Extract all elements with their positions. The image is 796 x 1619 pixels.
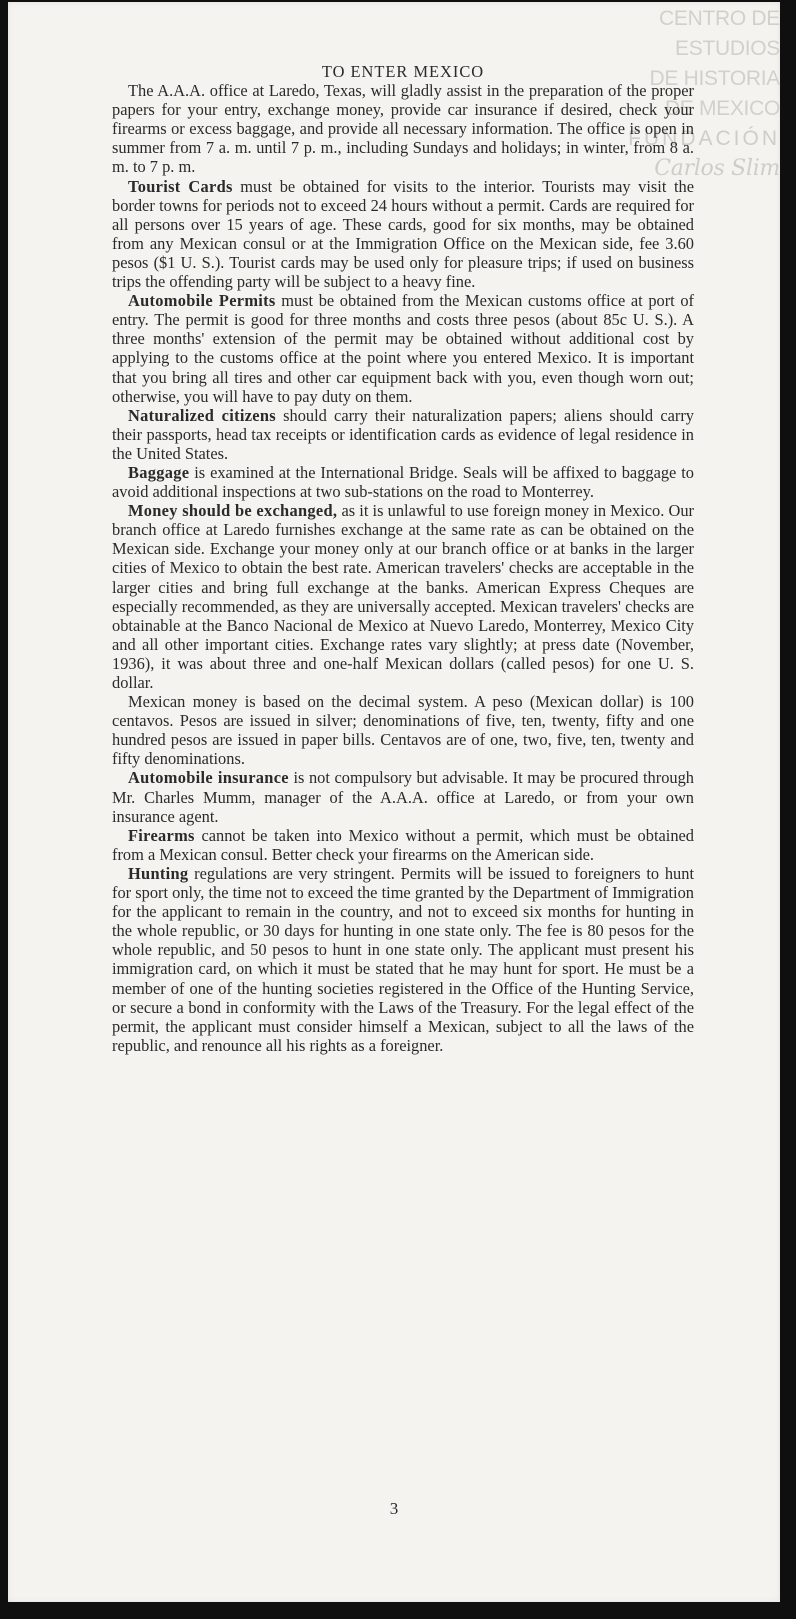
section-lead: Automobile insurance bbox=[128, 768, 289, 788]
section-text: should carry their naturalization papers; aliens should carry their passports, head tax receipts or identification cards as evidence of legal residence in the United States. bbox=[112, 405, 694, 463]
section-lead: Baggage bbox=[128, 462, 190, 482]
watermark-line: FUNDACIÓN bbox=[628, 127, 780, 150]
section-lead: Naturalized citizens bbox=[128, 405, 276, 425]
intro-paragraph: The A.A.A. office at Laredo, Texas, will gladly assist in the preparation of the proper papers for your entry, exchange money, provide car insurance if desired, check your firearms or excess baggage, and provide all necessary information. The office is open in summer from 7 a. m. until 7 p. m., including Sundays and holidays; in winter, from 8 a. m. to 7 p. m. bbox=[112, 81, 694, 177]
section-paragraph bbox=[112, 692, 694, 768]
section-text: regulations are very stringent. Permits will be issued to foreigners to hunt for sport only, the time not to exceed the time granted by the Department of Immigration for the applicant to remain in the country, and not to exceed six months for hunting in the whole republic, or 30 days for hunting in one state only. The fee is 80 pesos for the whole republic, and 50 pesos to hunt in one state only. The applicant must present his immigration card, on which it must be stated that he may hunt for sport. He must be a member of one of the hunting societies registered in the Office of the Hunting Service, or secure a bond in conformity with the Laws of the Treasury. For the legal effect of the permit, the applicant must consider himself a Mexican, subject to all the laws of the republic, and renounce all his rights as a foreigner. bbox=[112, 863, 694, 1055]
watermark-signature: Carlos Slim bbox=[654, 156, 780, 181]
section-text: is not compulsory but advisable. It may be procured through Mr. Charles Mumm, manager of the A.A.A. office at Laredo, or from your own insurance agent. bbox=[112, 768, 694, 826]
section-text: cannot be taken into Mexico without a permit, which must be obtained from a Mexican consul. Better check your firearms on the American side. bbox=[112, 825, 694, 864]
section-lead: Money should be exchanged, bbox=[128, 501, 338, 521]
document-page bbox=[8, 2, 780, 1602]
section-paragraph bbox=[112, 768, 694, 825]
page-title: TO ENTER MEXICO bbox=[321, 62, 485, 81]
section-paragraph bbox=[112, 406, 694, 463]
section-text: as it is unlawful to use foreign money in Mexico. Our branch office at Laredo furnishes exchange at the same rate as can be obtained on the Mexican side. Exchange your money only at our branch office or at banks in the larger cities of Mexico to obtain the best rate. American travelers' checks are acceptable in the larger cities and bring full exchange at the banks. American Express Cheques are especially recommended, as they are universally accepted. Mexican travelers' checks are obtainable at the Banco Nacional de Mexico at Nuevo Laredo, Monterrey, Mexico City and all other important cities. Exchange rates vary slightly; at press date (November, 1936), it was about three and one-half Mexican dollars (called pesos) for one U. S. dollar. bbox=[112, 501, 694, 692]
section-lead: Firearms bbox=[128, 825, 195, 845]
page-number: 3 bbox=[389, 1499, 399, 1518]
section-paragraph bbox=[112, 501, 694, 692]
section-lead: Tourist Cards bbox=[128, 176, 233, 196]
section-text: must be obtained from the Mexican customs office at port of entry. The permit is good for three months and costs three pesos (about 85c U. S.). A three months' extension of the permit may be obtained without additional cost by applying to the customs office at the point where you entered Mexico. It is important that you bring all tires and other car equipment back with you, even though worn out; otherwise, you will have to pay duty on them. bbox=[112, 291, 694, 406]
watermark-line: CENTRO DE bbox=[659, 7, 780, 30]
section-text: is examined at the International Bridge. Seals will be affixed to baggage to avoid additional inspections at two sub-stations on the road to Monterrey. bbox=[112, 462, 694, 502]
section-text: must be obtained for visits to the interior. Tourists may visit the border towns for periods not to exceed 24 hours without a permit. Cards are required for all persons over 15 years of age. These cards, good for six months, may be obtained from any Mexican consul or at the Immigration Office on the Mexican side, fee 3.60 pesos ($1 U. S.). Tourist cards may be used only for pleasure trips; if used on business trips the offending party will be subject to a heavy fine. bbox=[112, 176, 694, 292]
document-body bbox=[112, 62, 694, 1055]
watermark-line: DE HISTORIA bbox=[649, 67, 780, 90]
section-paragraph bbox=[112, 177, 694, 292]
section-paragraph bbox=[112, 864, 694, 1055]
section-paragraph bbox=[112, 826, 694, 864]
section-lead: Hunting bbox=[128, 863, 189, 883]
section-paragraph bbox=[112, 291, 694, 406]
section-paragraph bbox=[112, 463, 694, 501]
section-text: Mexican money is based on the decimal system. A peso (Mexican dollar) is 100 centavos. Pesos are issued in silver; denominations of five, ten, twenty, fifty and one hundred pesos are issued in paper bills. Centavos are of one, two, five, ten, twenty and fifty denominations. bbox=[112, 692, 694, 769]
watermark-line: DE MEXICO bbox=[664, 97, 780, 120]
section-lead: Automobile Permits bbox=[128, 291, 276, 311]
watermark-line: ESTUDIOS bbox=[675, 37, 780, 60]
